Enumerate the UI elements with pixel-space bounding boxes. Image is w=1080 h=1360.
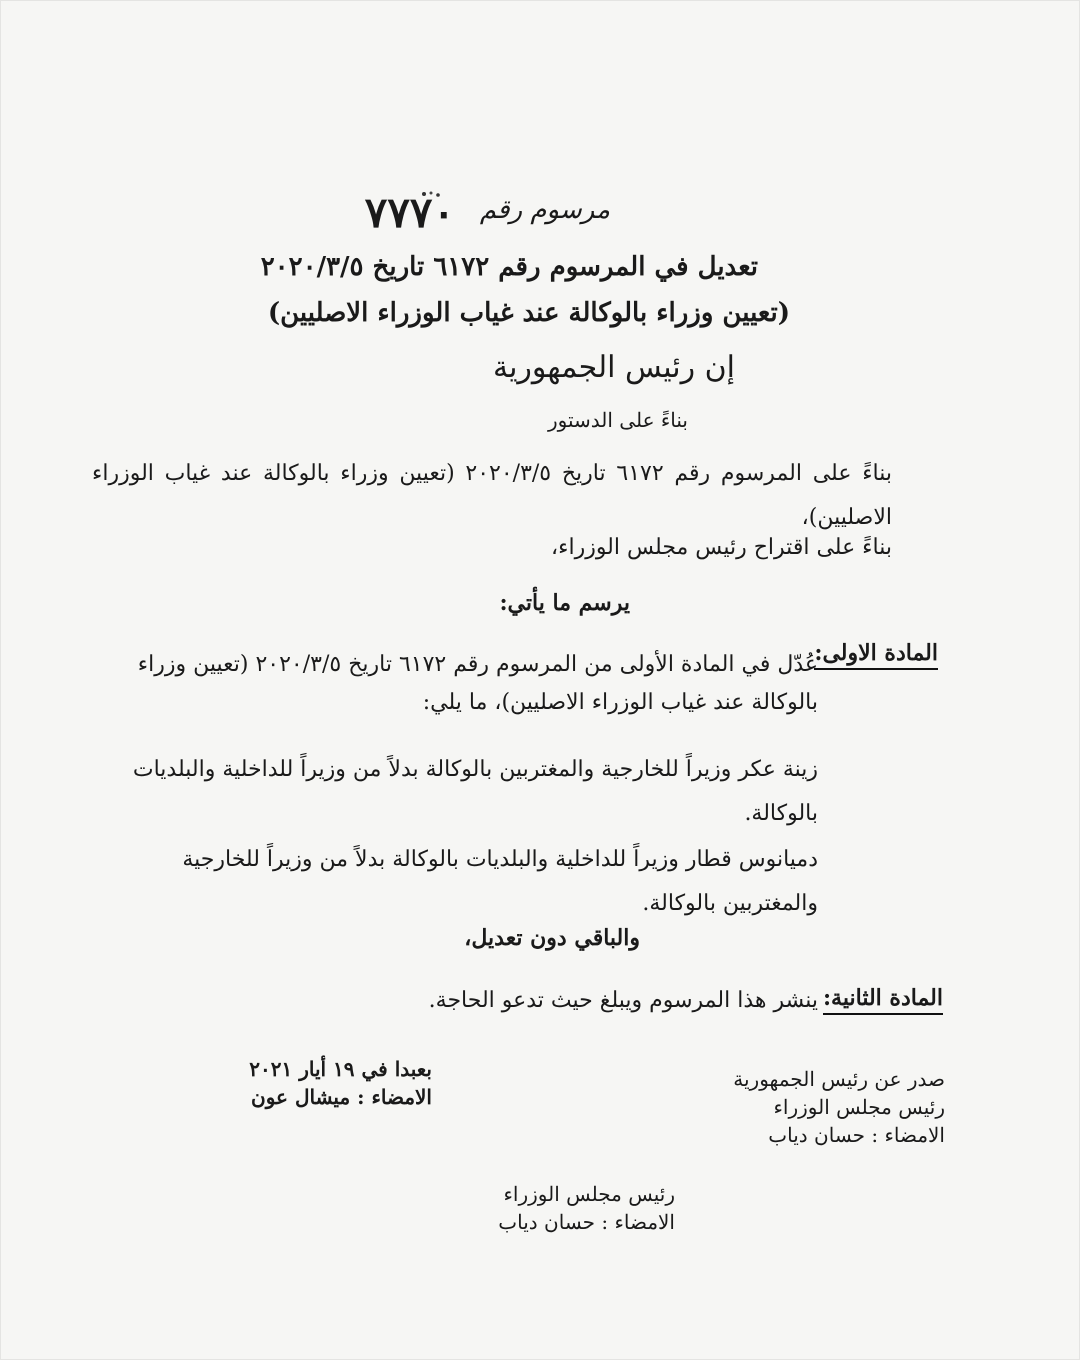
list-item: دميانوس قطار وزيراً للداخلية والبلديات بالوكالة بدلاً من وزيراً للخارجية والمغتربين بالوكالة. [182,847,818,916]
preamble-constitution: بناءً على الدستور [548,408,688,432]
signature-line: رئيس مجلس الوزراء [503,1182,675,1206]
preamble-paragraph-2: بناءً على اقتراح رئيس مجلس الوزراء، [551,535,892,560]
signature-block-left [249,1055,432,1111]
president-heading: إن رئيس الجمهورية [492,350,735,385]
decree-number-text: ٧٧٧٠ [364,188,455,237]
signature-line: بعبدا في ١٩ أيار ٢٠٢١ [249,1057,432,1081]
signature-line: صدر عن رئيس الجمهورية [733,1067,945,1091]
title-line-2: (تعيين وزراء بالوكالة عند غياب الوزراء الاصليين) [267,298,790,328]
article-1-line-1: عُدّل في المادة الأولى من المرسوم رقم ٦١٧٢ تاريخ ٢٠٢٠/٣/٥ (تعيين وزراء [137,652,818,677]
article-2-text: ينشر هذا المرسوم ويبلغ حيث تدعو الحاجة. [428,988,818,1013]
preamble-paragraph-1: بناءً على المرسوم رقم ٦١٧٢ تاريخ ٢٠٢٠/٣/٥ (تعيين وزراء بالوكالة عند غياب الوزراء الاصليين)، [92,461,892,530]
decree-number [365,188,455,237]
signature-line: الامضاء : حسان دياب [768,1123,945,1147]
article-1-line-2: بالوكالة عند غياب الوزراء الاصليين)، ما يلي: [422,690,818,715]
decree-label: مرسوم رقم [479,195,610,225]
signature-line: الامضاء : حسان دياب [498,1210,675,1234]
title-line-1: تعديل في المرسوم رقم ٦١٧٢ تاريخ ٢٠٢٠/٣/٥ [260,252,758,282]
signature-block-bottom [498,1180,675,1236]
remainder-statement: والباقي دون تعديل، [464,925,640,951]
article-2-label: المادة الثانية: [823,985,943,1015]
signature-block-right [733,1065,945,1149]
article-1-label: المادة الاولى: [814,640,938,670]
signature-line: الامضاء : ميشال عون [251,1085,432,1109]
decrees-heading: يرسم ما يأتي: [499,590,630,616]
list-item: زينة عكر وزيراً للخارجية والمغتربين بالوكالة بدلاً من وزيراً للداخلية والبلديات بالوكالة. [132,757,818,826]
signature-line: رئيس مجلس الوزراء [773,1095,945,1119]
